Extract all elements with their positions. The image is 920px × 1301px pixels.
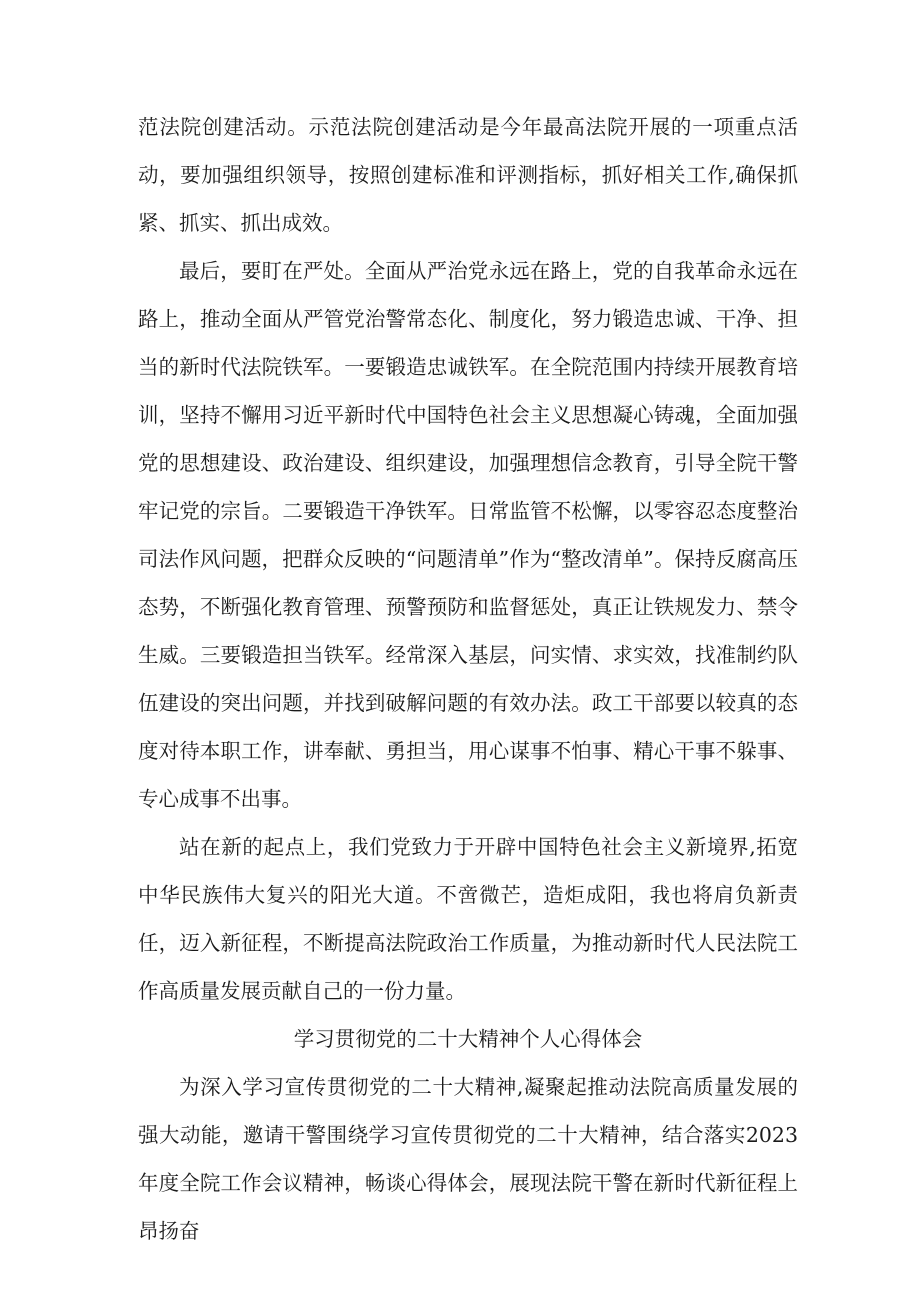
paragraph-strict-governance: 最后，要盯在严处。全面从严治党永远在路上，党的自我革命永远在路上，推动全面从严管党治警常态化、制度化，努力锻造忠诚、干净、担当的新时代法院铁军。一要锻造忠诚铁军。在全院范围内持续开展教育培训，坚持不懈用习近平新时代中国特色社会主义思想凝心铸魂，全面加强党的思想建设、政治建设、组织建设，加强理想信念教育，引导全院干警牢记党的宗旨。二要锻造干净铁军。日常监管不松懈，以零容忍态度整治司法作风问题，把群众反映的“问题清单”作为“整改清单”。保持反腐高压态势，不断强化教育管理、预警预防和监督惩处，真正让铁规发力、禁令生威。三要锻造担当铁军。经常深入基层，问实情、求实效，找准制约队伍建设的突出问题，并找到破解问题的有效办法。政工干部要以较真的态度对待本职工作，讲奉献、勇担当，用心谋事不怕事、精心干事不躲事、专心成事不出事。	[138, 259, 798, 811]
section-title: 学习贯彻党的二十大精神个人心得体会	[293, 1027, 643, 1051]
paragraph-new-starting-point: 站在新的起点上，我们党致力于开辟中国特色社会主义新境界,拓宽中华民族伟大复兴的阳光大道。不啻微芒，造炬成阳，我也将肩负新责任，迈入新征程，不断提高法院政治工作质量，为推动新时代人民法院工作高质量发展贡献自己的一份力量。	[138, 835, 798, 1003]
paragraph-continued: 范法院创建活动。示范法院创建活动是今年最高法院开展的一项重点活动，要加强组织领导，按照创建标准和评测指标，抓好相关工作,确保抓紧、抓实、抓出成效。	[138, 115, 798, 235]
document-body	[138, 103, 798, 1255]
paragraph-intro: 为深入学习宣传贯彻党的二十大精神,凝聚起推动法院高质量发展的强大动能，邀请干警围绕学习宣传贯彻党的二十大精神，结合落实2023年度全院工作会议精神，畅谈心得体会，展现法院干警在新时代新征程上昂扬奋	[138, 1075, 798, 1243]
